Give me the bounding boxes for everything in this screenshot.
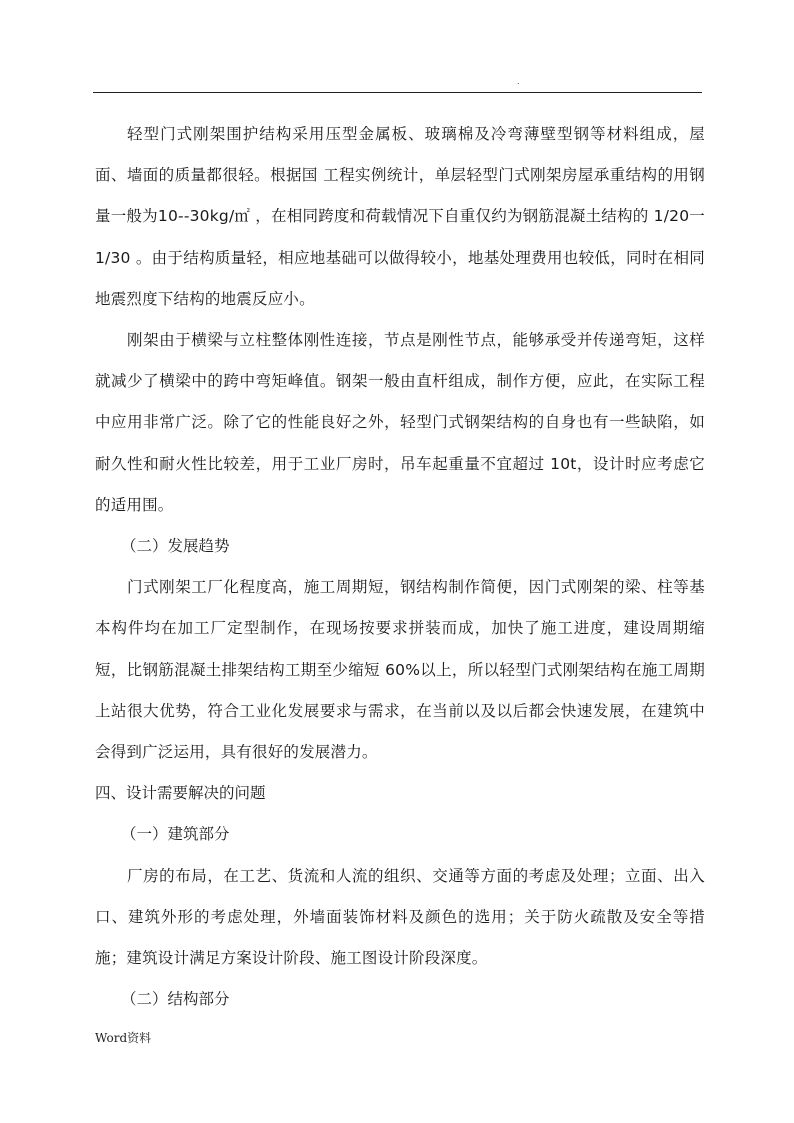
heading-development-trend: （二）发展趋势 bbox=[121, 537, 230, 556]
heading-structure-part: （二）结构部分 bbox=[121, 990, 230, 1009]
paragraph-lightweight-structure: 轻型门式刚架围护结构采用压型金属板、玻璃棉及冷弯薄壁型钢等材料组成，屋面、墙面的质量都很轻。根据国 工程实例统计，单层轻型门式刚架房屋承重结构的用钢量一般为10--30kg/㎡ ，在相同跨度和荷载情况下自重仅约为钢筋混凝土结构的 1/20一1/30 。由于结构质量轻，相应地基础可以做得较小，地基处理费用也较低，同时在相同地震烈度下结构的地震反应小。 bbox=[95, 125, 705, 308]
header-rule bbox=[93, 92, 702, 93]
paragraph-architecture: 厂房的布局，在工艺、货流和人流的组织、交通等方面的考虑及处理；立面、出入口、建筑外形的考虑处理，外墙面装饰材料及颜色的选用；关于防火疏散及安全等措施；建筑设计满足方案设计阶段、施工图设计阶段深度。 bbox=[95, 866, 705, 968]
paragraph-rigid-frame: 刚架由于横梁与立柱整体刚性连接，节点是刚性节点，能够承受并传递弯矩，这样就减少了横梁中的跨中弯矩峰值。钢架一般由直杆组成，制作方便，应此，在实际工程中应用非常广泛。除了它的性能良好之外，轻型门式钢架结构的自身也有一些缺陷，如耐久性和耐火性比较差，用于工业厂房时，吊车起重量不宜超过 10t，设计时应考虑它的适用围。 bbox=[95, 331, 705, 514]
footer-label: Word资料 bbox=[95, 1031, 152, 1045]
heading-architecture-part: （一）建筑部分 bbox=[121, 825, 230, 844]
paragraph-development: 门式刚架工厂化程度高，施工周期短，钢结构制作简便，因门式刚架的梁、柱等基本构件均在加工厂定型制作，在现场按要求拼装而成，加快了施工进度，建设周期缩短，比钢筋混凝土排架结构工期至少缩短 60%以上，所以轻型门式刚架结构在施工周期上站很大优势，符合工业化发展要求与需求，在当前以及以后都会快速发展，在建筑中会得到广泛运用，具有很好的发展潜力。 bbox=[95, 578, 705, 762]
document-body bbox=[95, 114, 705, 1020]
header-mark: . bbox=[517, 77, 520, 86]
heading-design-problems: 四、设计需要解决的问题 bbox=[95, 784, 266, 803]
